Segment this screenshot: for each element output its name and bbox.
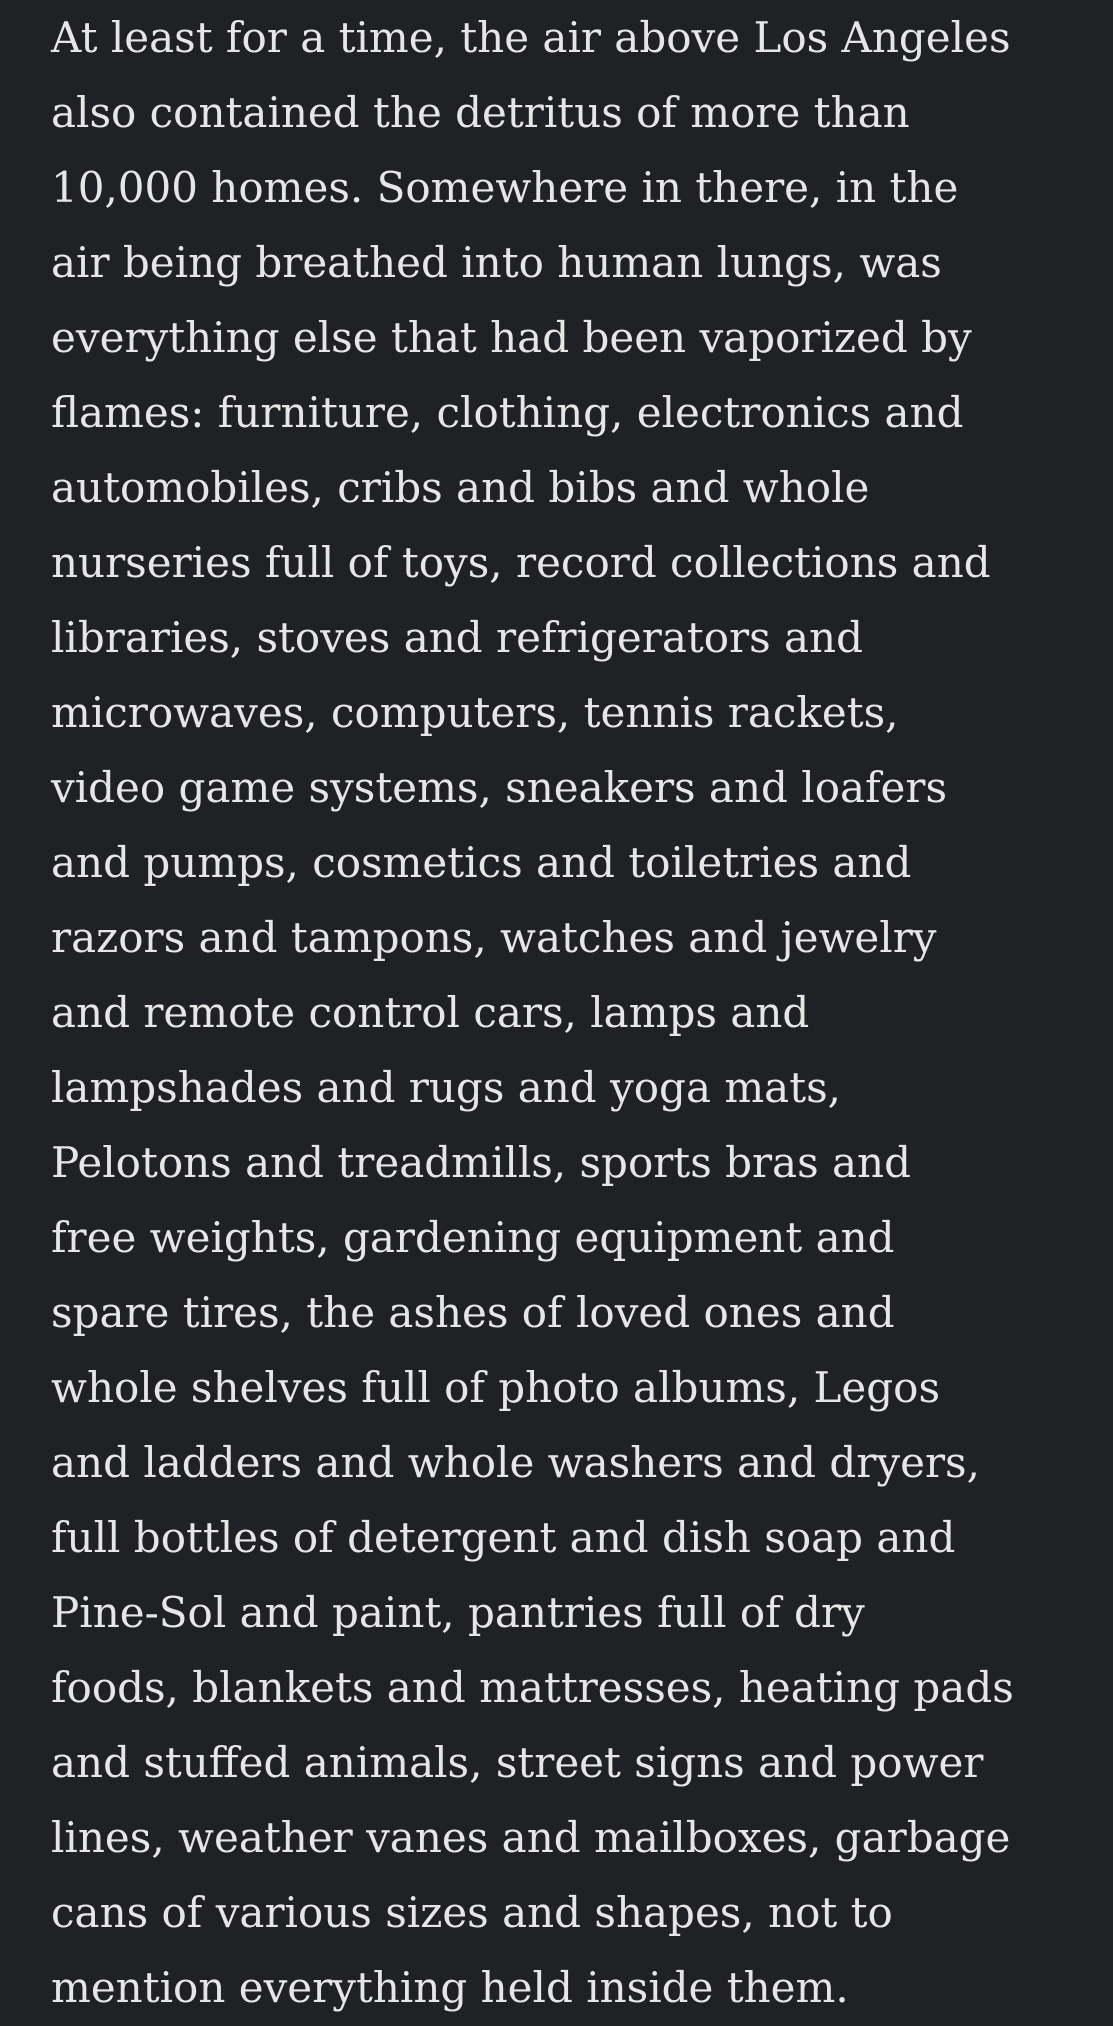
paragraph-line-18: spare tires, the ashes of loved ones and	[51, 1288, 895, 1337]
paragraph-line-22: Pine-Sol and paint, pantries full of dry	[51, 1588, 865, 1637]
paragraph-line-3: 10,000 homes. Somewhere in there, in the	[51, 163, 959, 212]
paragraph-line-14: and remote control cars, lamps and	[51, 988, 810, 1037]
paragraph-line-17: free weights, gardening equipment and	[51, 1213, 895, 1262]
paragraph-line-9: libraries, stoves and refrigerators and	[51, 613, 863, 662]
paragraph-line-15: lampshades and rugs and yoga mats,	[51, 1063, 841, 1112]
paragraph-line-8: nurseries full of toys, record collections and	[51, 538, 991, 587]
paragraph-line-12: and pumps, cosmetics and toiletries and	[51, 838, 912, 887]
paragraph-line-4: air being breathed into human lungs, was	[51, 238, 942, 287]
paragraph-line-6: flames: furniture, clothing, electronics and	[51, 388, 964, 437]
paragraph-line-16: Pelotons and treadmills, sports bras and	[51, 1138, 911, 1187]
paragraph-line-26: cans of various sizes and shapes, not to	[51, 1888, 893, 1937]
paragraph-line-5: everything else that had been vaporized by	[51, 313, 972, 362]
paragraph-line-10: microwaves, computers, tennis rackets,	[51, 688, 899, 737]
paragraph-line-20: and ladders and whole washers and dryers,	[51, 1438, 980, 1487]
paragraph-line-1: At least for a time, the air above Los Angeles	[51, 13, 1011, 62]
paragraph-line-24: and stuffed animals, street signs and power	[51, 1738, 984, 1787]
paragraph-line-13: razors and tampons, watches and jewelry	[51, 913, 937, 962]
article-paragraph	[51, 0, 1091, 2025]
paragraph-line-27: mention everything held inside them.	[51, 1963, 849, 2012]
paragraph-line-19: whole shelves full of photo albums, Legos	[51, 1363, 940, 1412]
paragraph-line-25: lines, weather vanes and mailboxes, garbage	[51, 1813, 1011, 1862]
paragraph-line-2: also contained the detritus of more than	[51, 88, 910, 137]
paragraph-line-21: full bottles of detergent and dish soap and	[51, 1513, 956, 1562]
paragraph-line-11: video game systems, sneakers and loafers	[51, 763, 948, 812]
paragraph-line-7: automobiles, cribs and bibs and whole	[51, 463, 870, 512]
paragraph-line-23: foods, blankets and mattresses, heating pads	[51, 1663, 1014, 1712]
article-body	[51, 0, 1091, 2025]
